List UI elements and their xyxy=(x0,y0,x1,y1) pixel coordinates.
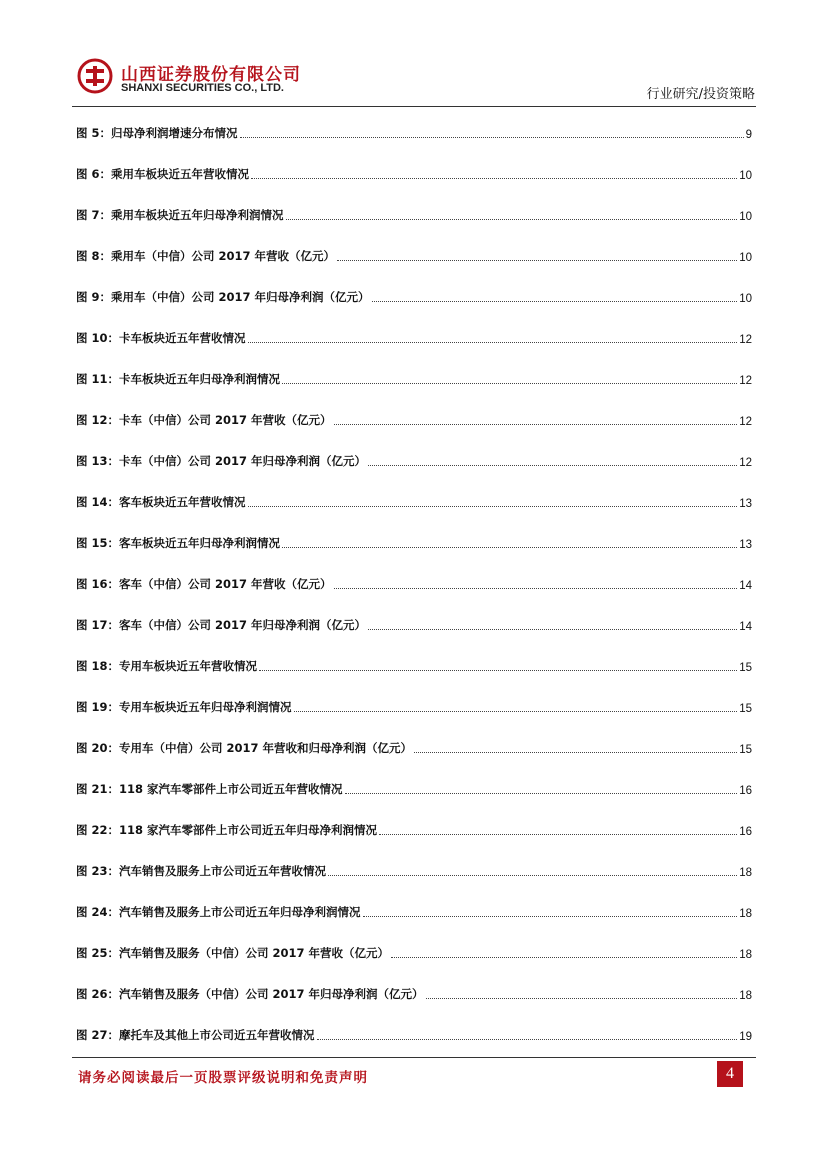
toc-leader-dots xyxy=(379,820,737,835)
toc-entry-label: 图 7：乘用车板块近五年归母净利润情况 xyxy=(76,208,284,222)
toc-entry-page: 10 xyxy=(739,293,752,305)
page-header xyxy=(0,0,827,110)
toc-entry-page: 18 xyxy=(739,949,752,961)
table-of-figures xyxy=(76,119,752,1043)
toc-entry[interactable] xyxy=(76,119,752,141)
toc-entry-page: 18 xyxy=(739,990,752,1002)
toc-leader-dots xyxy=(251,164,737,179)
toc-leader-dots xyxy=(240,123,744,138)
toc-entry[interactable] xyxy=(76,797,752,838)
toc-entry-page: 12 xyxy=(739,457,752,469)
toc-entry[interactable] xyxy=(76,674,752,715)
toc-entry[interactable] xyxy=(76,510,752,551)
toc-leader-dots xyxy=(363,902,738,917)
toc-entry-page: 12 xyxy=(739,375,752,387)
toc-entry[interactable] xyxy=(76,1002,752,1043)
toc-entry[interactable] xyxy=(76,838,752,879)
toc-entry-label: 图 13：卡车（中信）公司 2017 年归母净利润（亿元） xyxy=(76,454,367,468)
toc-leader-dots xyxy=(248,328,738,343)
toc-entry-label: 图 24：汽车销售及服务上市公司近五年归母净利润情况 xyxy=(76,905,361,919)
toc-entry-label: 图 22：118 家汽车零部件上市公司近五年归母净利润情况 xyxy=(76,823,378,837)
toc-entry-page: 16 xyxy=(739,785,752,797)
toc-entry-page: 15 xyxy=(739,744,752,756)
toc-entry-label: 图 15：客车板块近五年归母净利润情况 xyxy=(76,536,281,550)
toc-entry-label: 图 19：专用车板块近五年归母净利润情况 xyxy=(76,700,292,714)
toc-leader-dots xyxy=(286,205,738,220)
toc-entry[interactable] xyxy=(76,182,752,223)
toc-leader-dots xyxy=(345,779,738,794)
toc-entry-label: 图 23：汽车销售及服务上市公司近五年营收情况 xyxy=(76,864,327,878)
toc-entry-page: 15 xyxy=(739,703,752,715)
toc-entry[interactable] xyxy=(76,961,752,1002)
toc-entry-page: 10 xyxy=(739,252,752,264)
company-name-en: SHANXI SECURITIES CO., LTD. xyxy=(121,82,284,94)
toc-entry[interactable] xyxy=(76,551,752,592)
toc-entry-label: 图 26：汽车销售及服务（中信）公司 2017 年归母净利润（亿元） xyxy=(76,987,424,1001)
toc-entry-label: 图 10：卡车板块近五年营收情况 xyxy=(76,331,246,345)
footer-divider xyxy=(72,1057,756,1058)
toc-entry-page: 18 xyxy=(739,867,752,879)
toc-leader-dots xyxy=(294,697,738,712)
toc-entry[interactable] xyxy=(76,592,752,633)
toc-entry[interactable] xyxy=(76,264,752,305)
footer-disclaimer: 请务必阅读最后一页股票评级说明和免责声明 xyxy=(78,1070,368,1086)
toc-entry[interactable] xyxy=(76,387,752,428)
toc-leader-dots xyxy=(372,287,738,302)
toc-entry-page: 10 xyxy=(739,170,752,182)
company-logo-icon xyxy=(77,58,113,94)
toc-entry-label: 图 16：客车（中信）公司 2017 年营收（亿元） xyxy=(76,577,332,591)
toc-leader-dots xyxy=(334,410,738,425)
toc-leader-dots xyxy=(328,861,737,876)
toc-entry[interactable] xyxy=(76,305,752,346)
toc-leader-dots xyxy=(368,451,737,466)
toc-leader-dots xyxy=(334,574,738,589)
toc-entry-page: 18 xyxy=(739,908,752,920)
toc-entry-label: 图 5：归母净利润增速分布情况 xyxy=(76,126,238,140)
toc-entry-label: 图 27：摩托车及其他上市公司近五年营收情况 xyxy=(76,1028,315,1042)
toc-entry[interactable] xyxy=(76,715,752,756)
toc-leader-dots xyxy=(337,246,737,261)
toc-entry-label: 图 18：专用车板块近五年营收情况 xyxy=(76,659,258,673)
toc-entry-page: 14 xyxy=(739,621,752,633)
toc-entry-page: 19 xyxy=(739,1031,752,1043)
page-number: 4 xyxy=(717,1061,743,1087)
toc-entry[interactable] xyxy=(76,223,752,264)
toc-entry-label: 图 8：乘用车（中信）公司 2017 年营收（亿元） xyxy=(76,249,336,263)
toc-entry-page: 12 xyxy=(739,416,752,428)
toc-entry-label: 图 14：客车板块近五年营收情况 xyxy=(76,495,246,509)
toc-entry-page: 10 xyxy=(739,211,752,223)
toc-entry[interactable] xyxy=(76,469,752,510)
toc-entry-page: 12 xyxy=(739,334,752,346)
toc-entry-page: 15 xyxy=(739,662,752,674)
toc-entry[interactable] xyxy=(76,428,752,469)
toc-entry-page: 13 xyxy=(739,498,752,510)
toc-leader-dots xyxy=(259,656,737,671)
toc-leader-dots xyxy=(368,615,737,630)
toc-entry-page: 14 xyxy=(739,580,752,592)
toc-entry-label: 图 12：卡车（中信）公司 2017 年营收（亿元） xyxy=(76,413,332,427)
toc-entry-page: 16 xyxy=(739,826,752,838)
toc-leader-dots xyxy=(414,738,737,753)
toc-leader-dots xyxy=(391,943,737,958)
toc-leader-dots xyxy=(426,984,738,999)
toc-entry-label: 图 11：卡车板块近五年归母净利润情况 xyxy=(76,372,281,386)
toc-entry-page: 9 xyxy=(745,129,752,141)
toc-entry-page: 13 xyxy=(739,539,752,551)
header-divider xyxy=(72,106,756,107)
toc-entry-label: 图 17：客车（中信）公司 2017 年归母净利润（亿元） xyxy=(76,618,367,632)
report-type: 行业研究/投资策略 xyxy=(646,87,755,102)
toc-leader-dots xyxy=(282,369,737,384)
toc-entry[interactable] xyxy=(76,756,752,797)
toc-leader-dots xyxy=(317,1025,738,1040)
toc-entry-label: 图 21：118 家汽车零部件上市公司近五年营收情况 xyxy=(76,782,343,796)
toc-leader-dots xyxy=(248,492,738,507)
toc-entry[interactable] xyxy=(76,141,752,182)
toc-entry-label: 图 20：专用车（中信）公司 2017 年营收和归母净利润（亿元） xyxy=(76,741,413,755)
toc-leader-dots xyxy=(282,533,737,548)
toc-entry[interactable] xyxy=(76,346,752,387)
toc-entry[interactable] xyxy=(76,920,752,961)
toc-entry-label: 图 6：乘用车板块近五年营收情况 xyxy=(76,167,250,181)
company-name-cn: 山西证券股份有限公司 xyxy=(121,65,301,85)
toc-entry-label: 图 9：乘用车（中信）公司 2017 年归母净利润（亿元） xyxy=(76,290,370,304)
toc-entry[interactable] xyxy=(76,879,752,920)
toc-entry-label: 图 25：汽车销售及服务（中信）公司 2017 年营收（亿元） xyxy=(76,946,390,960)
toc-entry[interactable] xyxy=(76,633,752,674)
